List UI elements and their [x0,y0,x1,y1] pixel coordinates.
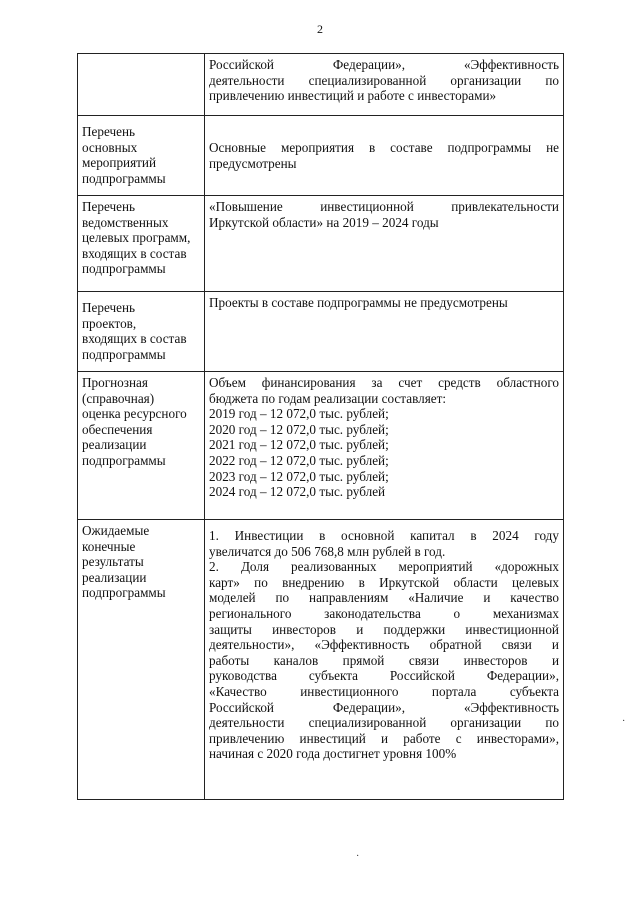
row-value: Основные мероприятия в составе подпрограммы не предусмотрены [205,116,564,196]
table-row [78,372,564,520]
row-value: Объем финансирования за счет средств областного бюджета по годам реализации составляет: 2019 год – 12 072,0 тыс. рублей; 2020 год – 12 072,0 тыс. рублей; 2021 год – 12 072,0 тыс. рублей; 2022 год – 12 072,0 тыс. рублей; 2023 год – 12 072,0 тыс. рублей; 2024 год – 12 072,0 тыс. рублей [205,372,564,520]
scan-speck: · [622,716,626,727]
table-row [78,54,564,116]
row-value: 1. Инвестиции в основной капитал в 2024 году увеличатся до 506 768,8 млн рублей в год. 2. Доля реализованных мероприятий «дорожных карт» по внедрению в Иркутской области целевых моделей по направлениям «Наличие и качество регионального законодательства о механизмах защиты инвесторов и поддержки инвестиционной деятельности», «Эффективность обратной связи и работы каналов прямой связи инвесторов и руководства субъекта Российской Федерации», «Качество инвестиционного портала субъекта Российской Федерации», «Эффективность деятельности специализированной организации по привлечению инвестиций и работе с инвесторами», начиная с 2020 года достигнет уровня 100% [205,520,564,800]
table-row [78,292,564,372]
row-value: «Повышение инвестиционной привлекательности Иркутской области» на 2019 – 2024 годы [205,196,564,292]
row-label [78,54,205,116]
scan-speck: · [356,851,360,862]
table-row [78,196,564,292]
row-label: Перечень основных мероприятий подпрограммы [78,116,205,196]
row-value: Российской Федерации», «Эффективность деятельности специализированной организации по привлечению инвестиций и работе с инвесторами» [205,54,564,116]
row-label: Ожидаемые конечные результаты реализации подпрограммы [78,520,205,800]
passport-table [77,53,564,800]
row-label: Перечень ведомственных целевых программ, входящих в состав подпрограммы [78,196,205,292]
row-label: Перечень проектов, входящих в состав подпрограммы [78,292,205,372]
page-number: 2 [317,22,323,36]
row-label: Прогнозная (справочная) оценка ресурсного обеспечения реализации подпрограммы [78,372,205,520]
table-row [78,116,564,196]
row-value: Проекты в составе подпрограммы не предусмотрены [205,292,564,372]
table-row [78,520,564,800]
